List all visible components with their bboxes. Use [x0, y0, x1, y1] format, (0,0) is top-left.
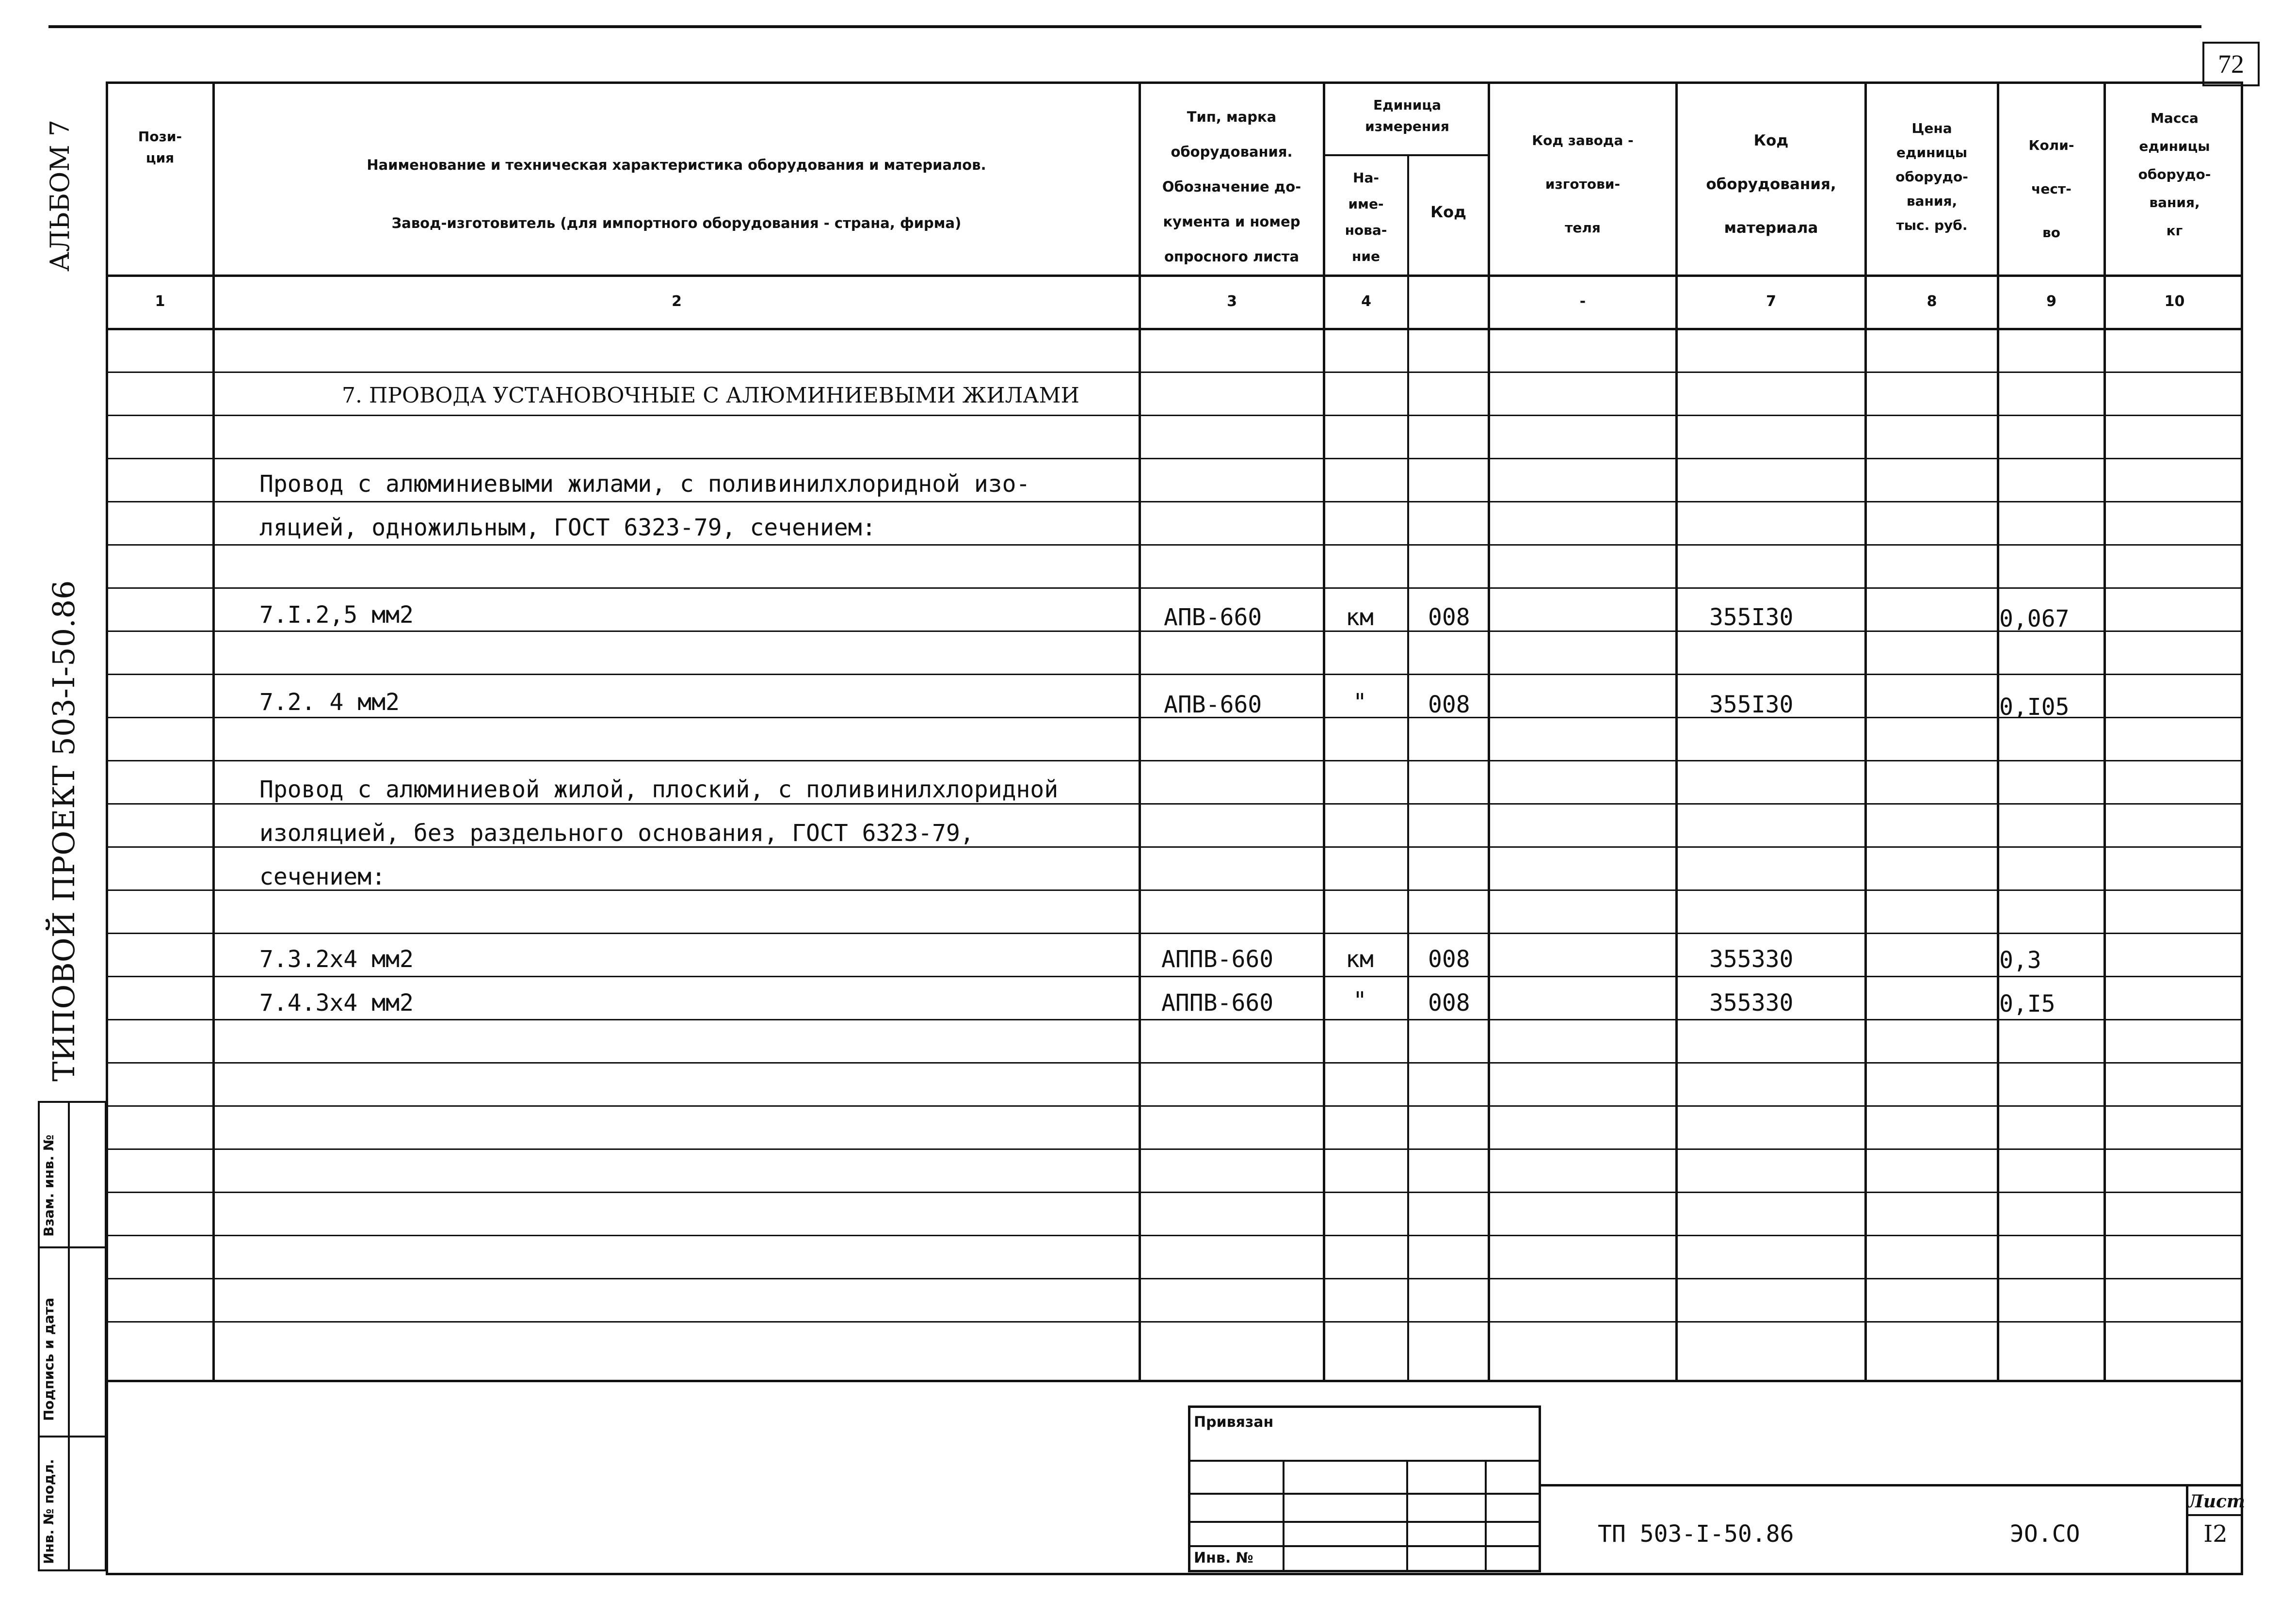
- row1-code: 008: [1428, 604, 1470, 631]
- section-title: 7. ПРОВОДА УСТАНОВОЧНЫЕ С АЛЮМИНИЕВЫМИ ЖИЛАМИ: [342, 383, 1080, 408]
- row2-name: 7.2. 4 мм2: [259, 689, 400, 716]
- colnum-10: 10: [2164, 293, 2185, 310]
- hdr-type: Тип, марка оборудования. Обозначение до- кумента и номер опросного листа: [1162, 109, 1301, 265]
- hdr-position: Пози- ция: [138, 129, 182, 166]
- colnum-7: 7: [1766, 293, 1776, 310]
- page-number-box: [2202, 42, 2260, 86]
- row4-name: 7.4.3х4 мм2: [259, 989, 414, 1017]
- row3-type: АППВ-660: [1161, 946, 1274, 973]
- row2-mat: 355I30: [1709, 691, 1794, 718]
- doc-suffix: ЭО.СО: [2010, 1520, 2080, 1548]
- stamp-inv: Инв. № подл.: [41, 1459, 57, 1564]
- hdr-factory-code: Код завода - изготови- теля: [1532, 132, 1634, 236]
- para2-line1: Провод с алюминиевой жилой, плоский, с поливинилхлоридной: [259, 776, 1059, 803]
- row1-name: 7.I.2,5 мм2: [259, 601, 414, 629]
- colnum-8: 8: [1927, 293, 1937, 310]
- row2-code: 008: [1428, 691, 1470, 718]
- colnum-3: 3: [1227, 293, 1237, 310]
- row3-code: 008: [1428, 946, 1470, 973]
- stamp-podpis: Подпись и дата: [41, 1297, 57, 1421]
- para2-line3: сечением:: [259, 863, 386, 890]
- row1-type: АПВ-660: [1164, 604, 1262, 631]
- colnum-1: 1: [155, 293, 165, 310]
- hdr-unit-code: Код: [1430, 203, 1466, 221]
- para1-line1: Провод с алюминиевыми жилами, с поливинилхлоридной изо-: [259, 470, 1030, 498]
- sheet-number: I2: [2203, 1520, 2228, 1548]
- privyazan-label: Привязан: [1194, 1414, 1274, 1431]
- row4-unit: ": [1353, 987, 1367, 1014]
- row4-type: АППВ-660: [1161, 989, 1274, 1017]
- page-number: 72: [2218, 49, 2244, 79]
- row2-type: АПВ-660: [1164, 691, 1262, 718]
- colnum-2: 2: [672, 293, 682, 310]
- colnum-4: 4: [1361, 293, 1371, 310]
- row1-mat: 355I30: [1709, 604, 1794, 631]
- row2-unit: ": [1353, 689, 1367, 716]
- stamp-vzam: Взам. инв. №: [41, 1134, 57, 1237]
- row3-unit: км: [1346, 946, 1374, 973]
- hdr-quantity: Коли- чест- во: [2028, 137, 2074, 241]
- para1-line2: ляцией, одножильным, ГОСТ 6323-79, сечением:: [259, 514, 876, 541]
- row4-qty: 0,I5: [1999, 990, 2055, 1017]
- hdr-name: Наименование и техническая характеристика оборудования и материалов. Завод-изготовитель (для импортного оборудования - страна, фирма): [367, 157, 986, 231]
- hdr-unit-name: На- име- нова- ние: [1345, 170, 1387, 264]
- para2-line2: изоляцией, без раздельного основания, ГОСТ 6323-79,: [259, 820, 974, 847]
- row3-mat: 355330: [1709, 946, 1794, 973]
- doc-code: ТП 503-I-50.86: [1598, 1520, 1794, 1548]
- hdr-material-code: Код оборудования, материала: [1706, 132, 1836, 237]
- row2-qty: 0,I05: [1999, 694, 2070, 721]
- inv-label: Инв. №: [1194, 1550, 1253, 1567]
- row3-qty: 0,3: [1999, 947, 2041, 974]
- hdr-mass: Масса единицы оборудо- вания, кг: [2138, 110, 2211, 239]
- sheet-label: Лист: [2188, 1491, 2246, 1512]
- colnum-6: -: [1579, 293, 1586, 310]
- colnum-9: 9: [2046, 293, 2056, 310]
- row4-code: 008: [1428, 989, 1470, 1017]
- row1-unit: км: [1346, 604, 1374, 631]
- row3-name: 7.3.2х4 мм2: [259, 946, 414, 973]
- album-label: АЛЬБОМ 7: [45, 119, 75, 272]
- row1-qty: 0,067: [1999, 605, 2070, 632]
- top-rule: [48, 25, 2201, 28]
- hdr-unit: Единица измерения: [1365, 97, 1449, 134]
- project-label: ТИПОВОЙ ПРОЕКТ 503-I-50.86: [46, 580, 81, 1082]
- hdr-price: Цена единицы оборудо- вания, тыс. руб.: [1895, 120, 1968, 233]
- row4-mat: 355330: [1709, 989, 1794, 1017]
